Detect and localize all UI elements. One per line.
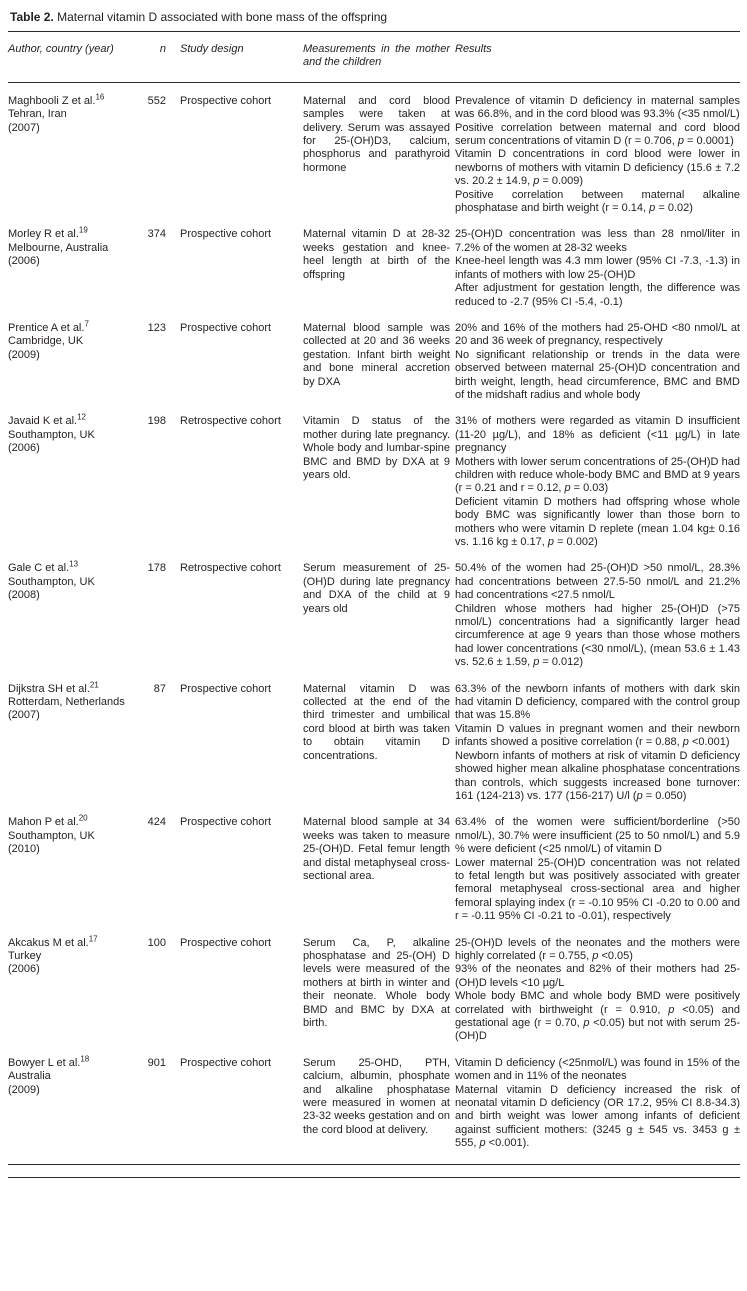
column-header-author: Author, country (year): [8, 43, 114, 55]
results-cell: [455, 562, 740, 669]
result-paragraph: Maternal vitamin D deficiency increased the risk of neonatal vitamin D deficiency (OR 17.2, 95% CI 8.8-34.3) and birth weight was lower among infants of deficient against sufficient mothers: (3245 g ± 545 vs. 3453 g ± 555, p <0.001).: [455, 1083, 740, 1150]
result-paragraph: No significant relationship or trends in the data were observed between maternal 25-(OH)D concentration and birth weight, length, head circumference, BMC and BMD of the midshaft radius and whole body: [455, 348, 740, 401]
result-paragraph: Mothers with lower serum concentrations of 25-(OH)D had children with reduce whole-body BMC and BMD at 9 years (r = 0.21 and r = 0.12, p = 0.03): [455, 455, 740, 495]
table-title-label: Table 2.: [10, 10, 54, 24]
reference-superscript: 13: [69, 559, 79, 569]
results-cell: [455, 322, 740, 402]
sample-size-cell: 178: [147, 562, 166, 575]
author-name: Morley R et al.: [8, 228, 79, 241]
reference-superscript: 21: [89, 680, 99, 689]
author-cell: [8, 933, 140, 977]
author-name: Gale C et al.: [8, 562, 70, 575]
table-title: [10, 10, 740, 24]
study-year: (2007): [8, 121, 40, 134]
author-name: Javaid K et al.: [8, 415, 78, 428]
bottom-rules: [8, 1164, 740, 1178]
study-year: (2006): [8, 255, 40, 268]
study-design-cell: Retrospective cohort: [180, 562, 281, 575]
result-paragraph: 25-(OH)D levels of the neonates and the mothers were highly correlated (r = 0.755, p <0.05): [455, 936, 740, 962]
author-cell: [8, 680, 140, 723]
study-design-cell: Prospective cohort: [180, 321, 272, 334]
reference-superscript: 20: [78, 813, 88, 823]
author-name: Prentice A et al.: [8, 321, 85, 334]
table-row: [8, 319, 740, 402]
result-paragraph: Newborn infants of mothers at risk of vitamin D deficiency showed higher mean alkaline phosphatase concentrations than controls, which suggests increased bone turnover: 161 (124-213) vs. 177 (156-217) U/l (p = 0.050): [455, 749, 740, 802]
result-paragraph: 25-(OH)D concentration was less than 28 nmol/liter in 7.2% of the women at 28-32 weeks: [455, 228, 740, 254]
author-name: Bowyer L et al.: [8, 1056, 81, 1069]
column-header-n: n: [159, 43, 166, 55]
table-title-text: Maternal vitamin D associated with bone mass of the offspring: [57, 10, 388, 24]
sample-size-cell: 87: [153, 682, 166, 695]
bottom-rule-2: [8, 1177, 740, 1178]
table-row: [8, 559, 740, 669]
result-paragraph: 93% of the neonates and 82% of their mothers had 25-(OH)D levels <10 µg/L: [455, 963, 740, 989]
result-paragraph: 31% of mothers were regarded as vitamin D insufficient (11-20 µg/L), and 18% as deficient (<11 µg/L) in late pregnancy: [455, 415, 740, 455]
table-row: [8, 680, 740, 804]
author-name: Mahon P et al.: [8, 816, 79, 829]
results-cell: [455, 816, 740, 923]
reference-superscript: 17: [88, 933, 98, 943]
author-location: Turkey: [8, 949, 42, 962]
result-paragraph: 63.3% of the newborn infants of mothers with dark skin had vitamin D deficiency, compared with the control group that was 15.8%: [455, 682, 740, 722]
column-header-results: Results: [455, 43, 492, 55]
sample-size-cell: 901: [147, 1056, 166, 1069]
author-location: Tehran, Iran: [8, 108, 67, 121]
measurements-cell: Maternal vitamin D was collected at the end of the third trimester and umbilical cord blood at birth was taken to obtain vitamin D concentrations.: [303, 682, 450, 762]
study-year: (2006): [8, 442, 40, 455]
measurements-cell: Maternal blood sample was collected at 20 and 36 weeks gestation. Infant birth weight and bone mineral accretion by DXA: [303, 321, 450, 388]
measurements-cell: Vitamin D status of the mother during late pregnancy. Whole body and lumbar-spine BMC and BMD by DXA at 9 years old.: [303, 415, 450, 481]
sample-size-cell: 198: [147, 415, 166, 428]
study-year: (2007): [8, 709, 40, 722]
result-paragraph: Vitamin D deficiency (<25nmol/L) was found in 15% of the women and in 11% of the neonates: [455, 1056, 740, 1083]
measurements-cell: Serum measurement of 25-(OH)D during late pregnancy and DXA of the child at 9 years old: [303, 562, 450, 615]
table-row: [8, 1054, 740, 1151]
reference-superscript: 7: [84, 319, 89, 329]
author-cell: [8, 412, 140, 455]
reference-superscript: 16: [95, 92, 105, 102]
sample-size-cell: 374: [147, 228, 166, 241]
study-design-cell: Prospective cohort: [180, 228, 272, 241]
result-paragraph: Whole body BMC and whole body BMD were positively correlated with birthweight (r = 0.910, p <0.05) and gestational age (r = 0.70, p <0.05) but not with serum 25-(OH)D: [455, 990, 741, 1043]
study-year: (2009): [8, 348, 40, 361]
result-paragraph: Vitamin D values in pregnant women and their newborn infants showed a positive correlation (r = 0.88, p <0.001): [455, 722, 740, 749]
column-header-study-design: Study design: [180, 43, 244, 55]
author-location: Cambridge, UK: [8, 335, 84, 348]
results-cell: [455, 95, 740, 216]
table-row: [8, 92, 740, 216]
result-paragraph: 63.4% of the women were sufficient/borderline (>50 nmol/L), 30.7% were insufficient (25 to 50 nmol/L) and 5.9 % were deficient (<25 nmol/L) of vitamin D: [455, 816, 740, 856]
bottom-rule-1: [8, 1164, 740, 1165]
author-cell: [8, 92, 140, 135]
result-paragraph: Prevalence of vitamin D deficiency in maternal samples was 66.8%, and in the cord blood was 93.3% (<35 nmol/L): [455, 94, 740, 121]
measurements-cell: Serum 25-OHD, PTH, calcium, albumin, phosphate and alkaline phosphatase were measured in women at 23-32 weeks gestation and on the cord blood at delivery.: [303, 1056, 450, 1136]
author-name: Dijkstra SH et al.: [8, 682, 90, 695]
table-row: [8, 225, 740, 308]
sample-size-cell: 552: [147, 94, 166, 107]
study-design-cell: Prospective cohort: [180, 816, 272, 829]
author-cell: [8, 559, 140, 602]
result-paragraph: Deficient vitamin D mothers had offspring whose whole body BMC was significantly lower than those born to mothers who were vitamin D replete (mean 1.04 kg± 0.16 vs. 1.16 kg ± 0.17, p = 0.002): [455, 495, 740, 548]
results-cell: [455, 415, 740, 549]
author-location: Melbourne, Australia: [8, 241, 109, 254]
author-name: Maghbooli Z et al.: [8, 94, 96, 107]
study-design-cell: Prospective cohort: [180, 1056, 272, 1069]
table-row: [8, 813, 740, 923]
result-paragraph: Vitamin D concentrations in cord blood were lower in newborns of mothers with vitamin D deficiency (15.6 ± 7.2 vs. 20.2 ± 14.9, p = 0.009): [455, 148, 740, 188]
author-cell: [8, 319, 140, 362]
result-paragraph: Knee-heel length was 4.3 mm lower (95% CI -7.3, -1.3) in infants of mothers with low 25-(OH)D: [455, 255, 740, 281]
study-design-cell: Prospective cohort: [180, 936, 272, 949]
column-header-measurements: Measurements in the mother and the children: [303, 43, 450, 69]
author-location: Southampton, UK: [8, 575, 95, 588]
sample-size-cell: 424: [147, 816, 166, 829]
author-cell: [8, 1054, 140, 1097]
author-cell: [8, 813, 140, 856]
result-paragraph: Positive correlation between maternal and cord blood serum concentrations of vitamin D (r = 0.706, p = 0.0001): [455, 121, 740, 148]
study-design-cell: Prospective cohort: [180, 682, 272, 695]
reference-superscript: 12: [77, 412, 86, 422]
measurements-cell: Maternal blood sample at 34 weeks was taken to measure 25-(OH)D. Fetal femur length and distal metaphyseal cross-sectional area.: [303, 816, 450, 882]
table-body: [8, 83, 740, 1151]
study-year: (2009): [8, 1083, 40, 1096]
result-paragraph: After adjustment for gestation length, the difference was reduced to -2.7 (95% CI -5.4, -0.1): [455, 282, 740, 308]
study-year: (2010): [8, 843, 40, 856]
result-paragraph: Positive correlation between maternal alkaline phosphatase and birth weight (r = 0.14, p = 0.02): [455, 188, 740, 215]
table-row: [8, 412, 740, 549]
author-location: Southampton, UK: [8, 428, 95, 441]
author-location: Rotterdam, Netherlands: [8, 696, 125, 709]
sample-size-cell: 100: [147, 936, 166, 949]
results-cell: [455, 1057, 740, 1151]
table-row: [8, 933, 741, 1044]
study-design-cell: Prospective cohort: [180, 94, 272, 107]
result-paragraph: Children whose mothers had higher 25-(OH)D (>75 nmol/L) concentrations had a significantly larger head circumference at age 9 years than those whose mothers had lower concentrations (<30 nmol/L), (mean 53.6 ± 1.43 vs. 52.6 ± 1.59, p = 0.012): [455, 602, 740, 669]
table-header-row: [8, 32, 740, 82]
sample-size-cell: 123: [147, 321, 166, 334]
results-cell: [455, 683, 740, 804]
results-cell: [455, 228, 740, 308]
result-paragraph: 20% and 16% of the mothers had 25-OHD <80 nmol/L at 20 and 36 week of pregnancy, respectively: [455, 321, 740, 348]
result-paragraph: Lower maternal 25-(OH)D concentration was not related to fetal length but was positively associated with greater femoral metaphyseal cross-sectional area and higher femoral splaying index (r = -0.10 95% CI -0.20 to 0.00 and r = -0.11 95% CI -0.21 to -0.01), respectively: [455, 856, 740, 923]
measurements-cell: Maternal and cord blood samples were taken at delivery. Serum was assayed for 25-(OH)D3, calcium, phosphorus and parathyroid hormone: [303, 94, 450, 174]
reference-superscript: 19: [78, 225, 88, 235]
author-cell: [8, 225, 140, 268]
measurements-cell: Maternal vitamin D at 28-32 weeks gestation and knee-heel length at birth of the offspring: [303, 228, 450, 281]
reference-superscript: 18: [80, 1054, 90, 1064]
author-name: Akcakus M et al.: [8, 936, 89, 949]
author-location: Australia: [8, 1070, 51, 1083]
study-design-cell: Retrospective cohort: [180, 415, 281, 428]
results-cell: [455, 937, 740, 1044]
study-year: (2006): [8, 963, 40, 976]
study-year: (2008): [8, 589, 40, 602]
result-paragraph: 50.4% of the women had 25-(OH)D >50 nmol/L, 28.3% had concentrations between 27.5-50 nmol/L and 21.2% had concentrations <27.5 nmol/L: [455, 562, 740, 602]
measurements-cell: Serum Ca, P, alkaline phosphatase and 25-(OH) D levels were measured of the mothers at birth in winter and their neonate. Whole body BMD and BMC by DXA at birth.: [303, 936, 450, 1029]
author-location: Southampton, UK: [8, 829, 95, 842]
